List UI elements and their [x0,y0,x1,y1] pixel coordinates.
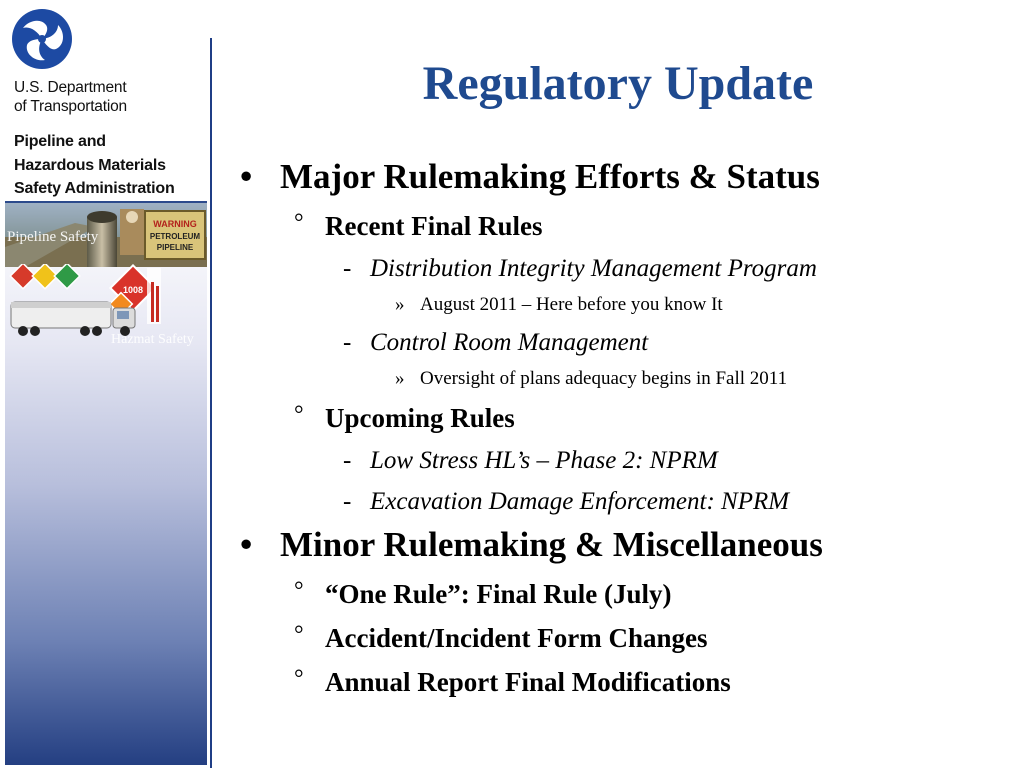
bullet-text: “One Rule”: Final Rule (July) [325,579,672,609]
bullet-text: Upcoming Rules [325,403,515,433]
slide-title: Regulatory Update [422,57,814,110]
dot-logo-icon [11,8,73,70]
sign-text-2: PETROLEUM [149,232,201,241]
hazmat-safety-label: Hazmat Safety [111,332,194,347]
placard-number: 1008 [122,285,144,295]
pipeline-photo [5,203,207,267]
bullet-text: Distribution Integrity Management Program [370,255,817,282]
bullet-level-3 [240,445,1000,477]
sign-text-1: WARNING [153,219,197,229]
bullet-marker: ° [294,402,304,428]
bullet-marker: ° [294,210,304,236]
bullet-text: Excavation Damage Enforcement: NPRM [370,488,790,515]
admin-line-1: Pipeline and [14,133,106,150]
pipeline-safety-label: Pipeline Safety [7,229,99,245]
bullet-level-4 [240,366,1000,392]
bullet-text: Control Room Management [370,329,649,356]
bullet-level-2 [240,576,1000,612]
agency-name [14,78,127,116]
bullet-text: Major Rulemaking Efforts & Status [280,157,820,196]
hazmat-illustration [5,264,207,354]
bullet-marker: • [240,157,253,196]
bullet-marker: - [343,255,352,282]
bullet-marker: ° [294,622,304,648]
bullet-text: Accident/Incident Form Changes [325,623,708,653]
bullet-level-3 [240,486,1000,518]
bullet-marker: » [395,368,405,389]
admin-line-2: Hazardous Materials [14,156,166,174]
bullet-marker: - [343,447,352,474]
bullet-text: Low Stress HL’s – Phase 2: NPRM [370,447,718,474]
bullet-text: August 2011 – Here before you know It [420,294,723,315]
agency-line-2: of Transportation [14,98,127,115]
bullet-marker: - [343,488,352,515]
bullet-level-2 [240,664,1000,700]
administration-name [14,130,175,201]
bullet-level-2 [240,620,1000,656]
sign-text-3: PIPELINE [156,243,194,252]
bullet-marker: ° [294,666,304,692]
bullet-text: Annual Report Final Modifications [325,667,731,697]
bullet-list [240,150,1000,700]
bullet-level-2 [240,208,1000,244]
bullet-level-3 [240,327,1000,359]
sidebar-divider-line [210,38,212,768]
bullet-text: Minor Rulemaking & Miscellaneous [280,525,823,564]
bullet-text: Oversight of plans adequacy begins in Fall 2011 [420,368,788,389]
bullet-marker: - [343,329,352,356]
sidebar [0,0,212,768]
bullet-marker: ° [294,578,304,604]
bullet-level-3 [240,253,1000,285]
bullet-level-2 [240,400,1000,436]
agency-line-1: U.S. Department [14,79,127,96]
bullet-level-1 [240,154,1000,200]
admin-line-3: Safety Administration [14,180,175,197]
bullet-text: Recent Final Rules [325,211,543,241]
bullet-level-4 [240,292,1000,318]
bullet-marker: » [395,294,405,315]
bullet-marker: • [240,525,253,564]
bullet-level-1 [240,522,1000,568]
